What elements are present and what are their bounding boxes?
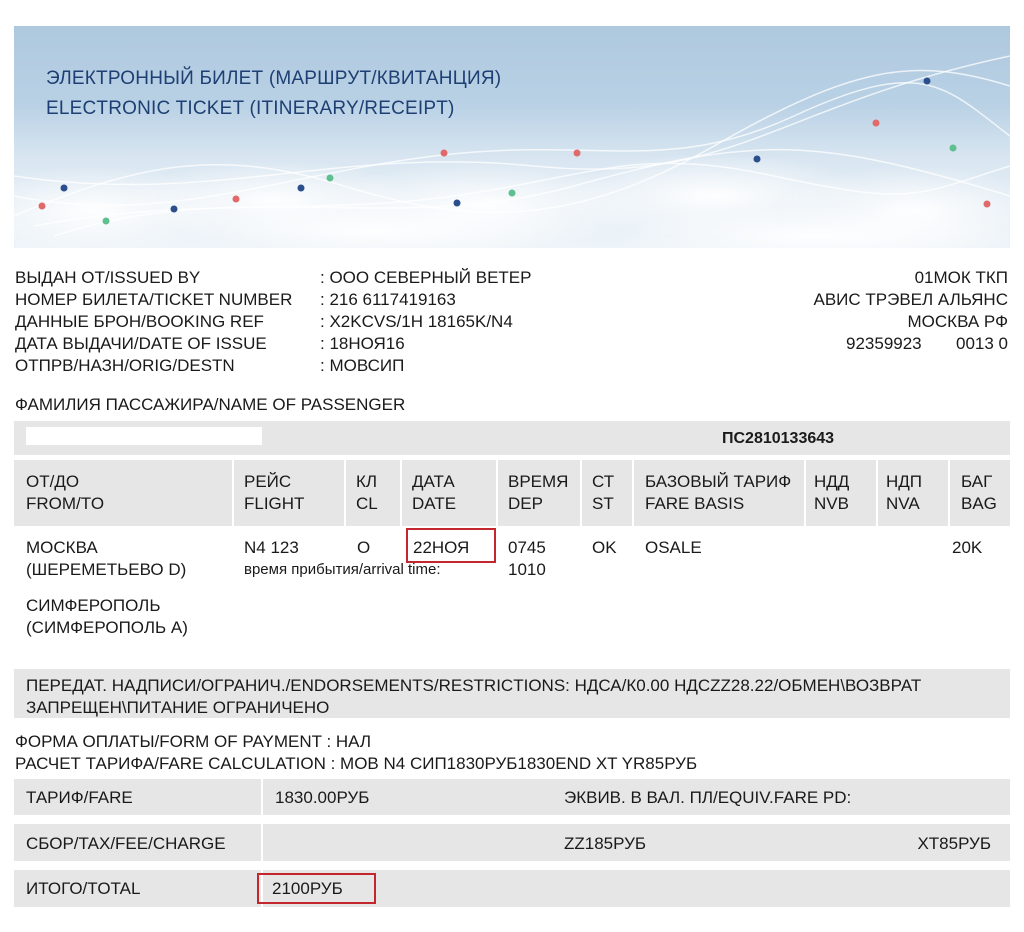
header-bag-en: BAG — [961, 494, 997, 513]
header-flight-ru: РЕЙС — [244, 472, 292, 491]
equiv-fare-label: ЭКВИВ. В ВАЛ. ПЛ/EQUIV.FARE PD: — [564, 788, 852, 807]
agency-name: АВИС ТРЭВЕЛ АЛЬЯНС — [813, 290, 1008, 309]
issued-by-label: ВЫДАН ОТ/ISSUED BY — [15, 268, 201, 287]
date-of-issue-value: : 18НОЯ16 — [320, 334, 405, 353]
header-fare-basis-ru: БАЗОВЫЙ ТАРИФ — [645, 472, 792, 491]
header-dep-ru: ВРЕМЯ — [508, 472, 569, 491]
date-of-issue-label: ДАТА ВЫДАЧИ/DATE OF ISSUE — [15, 334, 267, 353]
agency-city: МОСКВА РФ — [907, 312, 1008, 331]
tax-label: СБОР/TAX/FEE/CHARGE — [26, 834, 226, 853]
ticket-banner — [14, 26, 1010, 248]
fare-value: 1830.00РУБ — [275, 788, 370, 807]
to-city: СИМФЕРОПОЛЬ — [26, 596, 161, 615]
header-date-ru: ДАТА — [412, 472, 455, 491]
departure-time: 0745 — [508, 538, 546, 557]
header-from-to-ru: ОТ/ДО — [26, 472, 80, 491]
from-airport: (ШЕРЕМЕТЬЕВО D) — [26, 560, 187, 579]
total-highlight-box — [257, 873, 376, 904]
header-nva-en: NVA — [886, 494, 920, 513]
header-class-ru: КЛ — [356, 472, 378, 491]
baggage-allowance: 20K — [952, 538, 983, 557]
agency-num: 0013 0 — [956, 334, 1008, 353]
date-highlight-box — [406, 528, 496, 563]
fare-basis-code: OSALE — [645, 538, 702, 557]
clouds-network-graphic — [14, 26, 1010, 248]
booking-ref-value: : X2KCVS/1H 18165K/N4 — [320, 312, 513, 331]
header-status-ru: СТ — [592, 472, 615, 491]
header-fare-basis-en: FARE BASIS — [645, 494, 745, 513]
ticket-title-ru: ЭЛЕКТРОННЫЙ БИЛЕТ (МАРШРУТ/КВИТАНЦИЯ) — [46, 68, 502, 89]
agency-id: 92359923 — [846, 334, 922, 353]
booking-class: O — [357, 538, 371, 557]
fare-calculation: РАСЧЕТ ТАРИФА/FARE CALCULATION : МОВ N4 СИП1830РУБ1830END XT YR85РУБ — [15, 754, 698, 773]
header-nvb-ru: НДД — [814, 472, 850, 491]
header-bag-ru: БАГ — [961, 472, 993, 491]
from-city: МОСКВА — [26, 538, 98, 557]
tax-xt: XT85РУБ — [917, 834, 991, 853]
total-label: ИТОГО/TOTAL — [26, 879, 141, 898]
tax-zz: ZZ185РУБ — [564, 834, 647, 853]
header-nvb-en: NVB — [814, 494, 849, 513]
ticket-number-value: : 216 6117419163 — [320, 290, 456, 309]
header-nva-ru: НДП — [886, 472, 923, 491]
agency-code: 01МОК ТКП — [914, 268, 1008, 287]
arrival-time: 1010 — [508, 560, 546, 579]
orig-destn-value: : МОВСИП — [320, 356, 405, 375]
header-class-en: CL — [356, 494, 378, 513]
fare-label: ТАРИФ/FARE — [26, 788, 133, 807]
total-value: 2100РУБ — [272, 879, 343, 898]
header-dep-en: DEP — [508, 494, 543, 513]
passenger-doc-number: ПС2810133643 — [722, 430, 835, 447]
arrival-time-label: время прибытия/arrival time: — [244, 561, 441, 578]
header-from-to-en: FROM/TO — [26, 494, 105, 513]
form-of-payment: ФОРМА ОПЛАТЫ/FORM OF PAYMENT : НАЛ — [15, 732, 372, 751]
orig-destn-label: ОТПРВ/НАЗН/ORIG/DESTN — [15, 356, 235, 375]
flight-number: N4 123 — [244, 538, 299, 557]
ticket-number-label: НОМЕР БИЛЕТА/TICKET NUMBER — [15, 290, 293, 309]
header-flight-en: FLIGHT — [244, 494, 305, 513]
ticket-title-en: ELECTRONIC TICKET (ITINERARY/RECEIPT) — [46, 98, 455, 119]
header-date-en: DATE — [412, 494, 457, 513]
endorsements-line-1: ПЕРЕДАТ. НАДПИСИ/ОГРАНИЧ./ENDORSEMENTS/RESTRICTIONS: НДСА/К0.00 НДСZZ28.22/ОБМЕН\ВОЗВРАТ — [26, 676, 922, 695]
booking-status: OK — [592, 538, 617, 557]
to-airport: (СИМФЕРОПОЛЬ A) — [26, 618, 188, 637]
header-status-en: ST — [592, 494, 614, 513]
flight-date: 22НОЯ — [413, 538, 470, 557]
endorsements-line-2: ЗАПРЕЩЕН\ПИТАНИЕ ОГРАНИЧЕНО — [26, 698, 330, 717]
booking-ref-label: ДАННЫЕ БРОН/BOOKING REF — [15, 312, 264, 331]
passenger-section-label: ФАМИЛИЯ ПАССАЖИРА/NAME OF PASSENGER — [15, 395, 406, 414]
issued-by-value: : ООО СЕВЕРНЫЙ ВЕТЕР — [320, 268, 532, 287]
redacted-passenger-name — [26, 427, 262, 445]
